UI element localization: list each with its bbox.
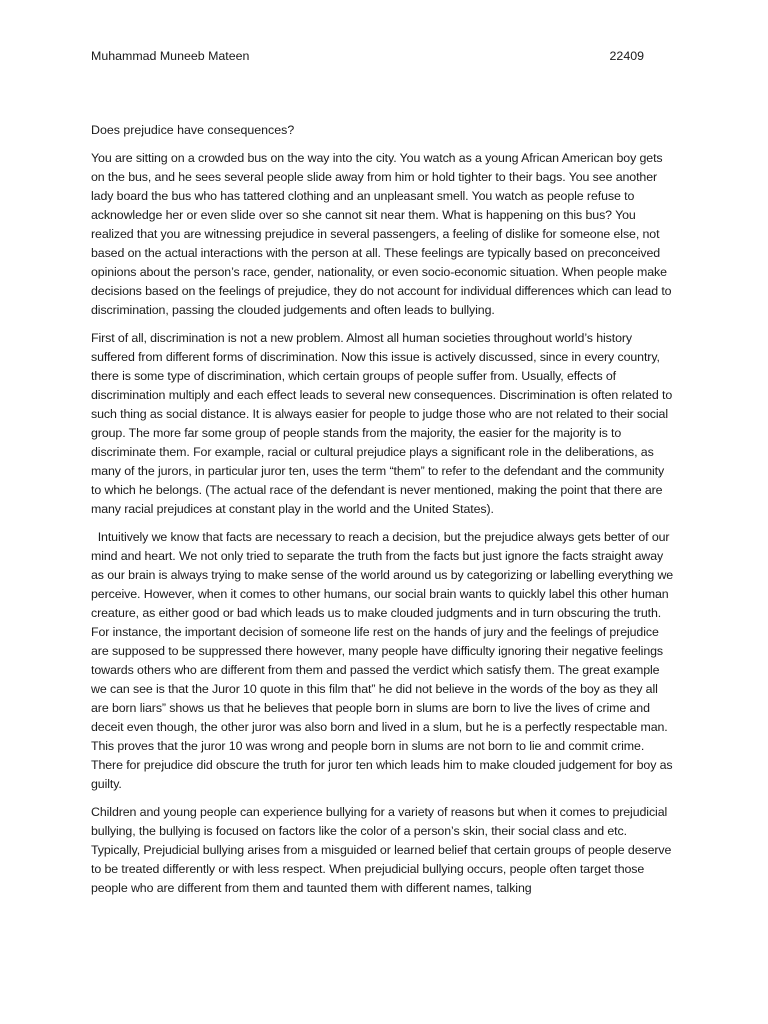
essay-question: Does prejudice have consequences? bbox=[91, 123, 295, 137]
paragraph-bullying: Children and young people can experience bullying for a variety of reasons but when it comes to prejudicial bullying, the bullying is focused on factors like the color of a person’s skin, their social class and etc. Typically, Prejudicial bullying arises from a misguided or learned belief that certain groups of people deserve to be treated differently or with less respect. When prejudicial bullying occurs, people often target those people who are different from them and taunted them with different names, talking bbox=[91, 805, 672, 895]
paragraph-intuition: Intuitively we know that facts are necessary to reach a decision, but the prejudice always gets better of our mind and heart. We not only tried to separate the truth from the facts but just ignore the facts straight away as our brain is always trying to make sense of the world around us by categorizing or labelling everything we perceive. However, when it comes to other humans, our social brain wants to quickly label this other human creature, as either good or bad which leads us to make clouded judgments and in turn obscuring the truth. For instance, the important decision of someone life rest on the hands of jury and the feelings of prejudice are supposed to be suppressed there however, many people have difficulty ignoring their negative feelings towards others who are different from them and passed the verdict which satisfy them. The great example we can see is that the Juror 10 quote in this film that” he did not believe in the words of the boy as they all are born liars” shows us that he believes that people born in slums are born to live the lives of crime and deceit even though, the other juror was also born and lived in a slum, but he is a perfectly respectable man. This proves that the juror 10 was wrong and people born in slums are not born to lie and commit crime. There for prejudice did obscure the truth for juror ten which leads him to make clouded judgement for boy as guilty. bbox=[91, 530, 677, 791]
student-id: 22409 bbox=[609, 49, 644, 63]
paragraph-intro: You are sitting on a crowded bus on the way into the city. You watch as a young African American boy gets on the bus, and he sees several people slide away from him or hold tighter to their bags. You see another lady board the bus who has tattered clothing and an unpleasant smell. You watch as people refuse to acknowledge her or even slide over so she cannot sit near them. What is happening on this bus? You realized that you are witnessing prejudice in several passengers, a feeling of dislike for someone else, not based on the actual interactions with the person at all. These feelings are typically based on preconceived opinions about the person’s race, gender, nationality, or even socio-economic situation. When people make decisions based on the feelings of prejudice, they do not account for individual differences which can lead to discrimination, passing the clouded judgements and often leads to bullying. bbox=[91, 151, 672, 317]
page-header bbox=[91, 47, 644, 66]
document-body bbox=[91, 121, 677, 907]
paragraph-discrimination: First of all, discrimination is not a new problem. Almost all human societies throughout world’s history suffered from different forms of discrimination. Now this issue is actively discussed, since in every country, there is some type of discrimination, which certain groups of people suffer from. Usually, effects of discrimination multiply and each effect leads to several new consequences. Discrimination is often related to such thing as social distance. It is always easier for people to judge those who are not related to their social group. The more far some group of people stands from the majority, the easier for the majority is to discriminate them. For example, racial or cultural prejudice plays a significant role in the deliberations, as many of the jurors, in particular juror ten, uses the term “them” to refer to the defendant and the community to which he belongs. (The actual race of the defendant is never mentioned, making the point that there are many racial prejudices at constant play in the world and the United States). bbox=[91, 331, 673, 516]
author-name: Muhammad Muneeb Mateen bbox=[91, 49, 250, 63]
